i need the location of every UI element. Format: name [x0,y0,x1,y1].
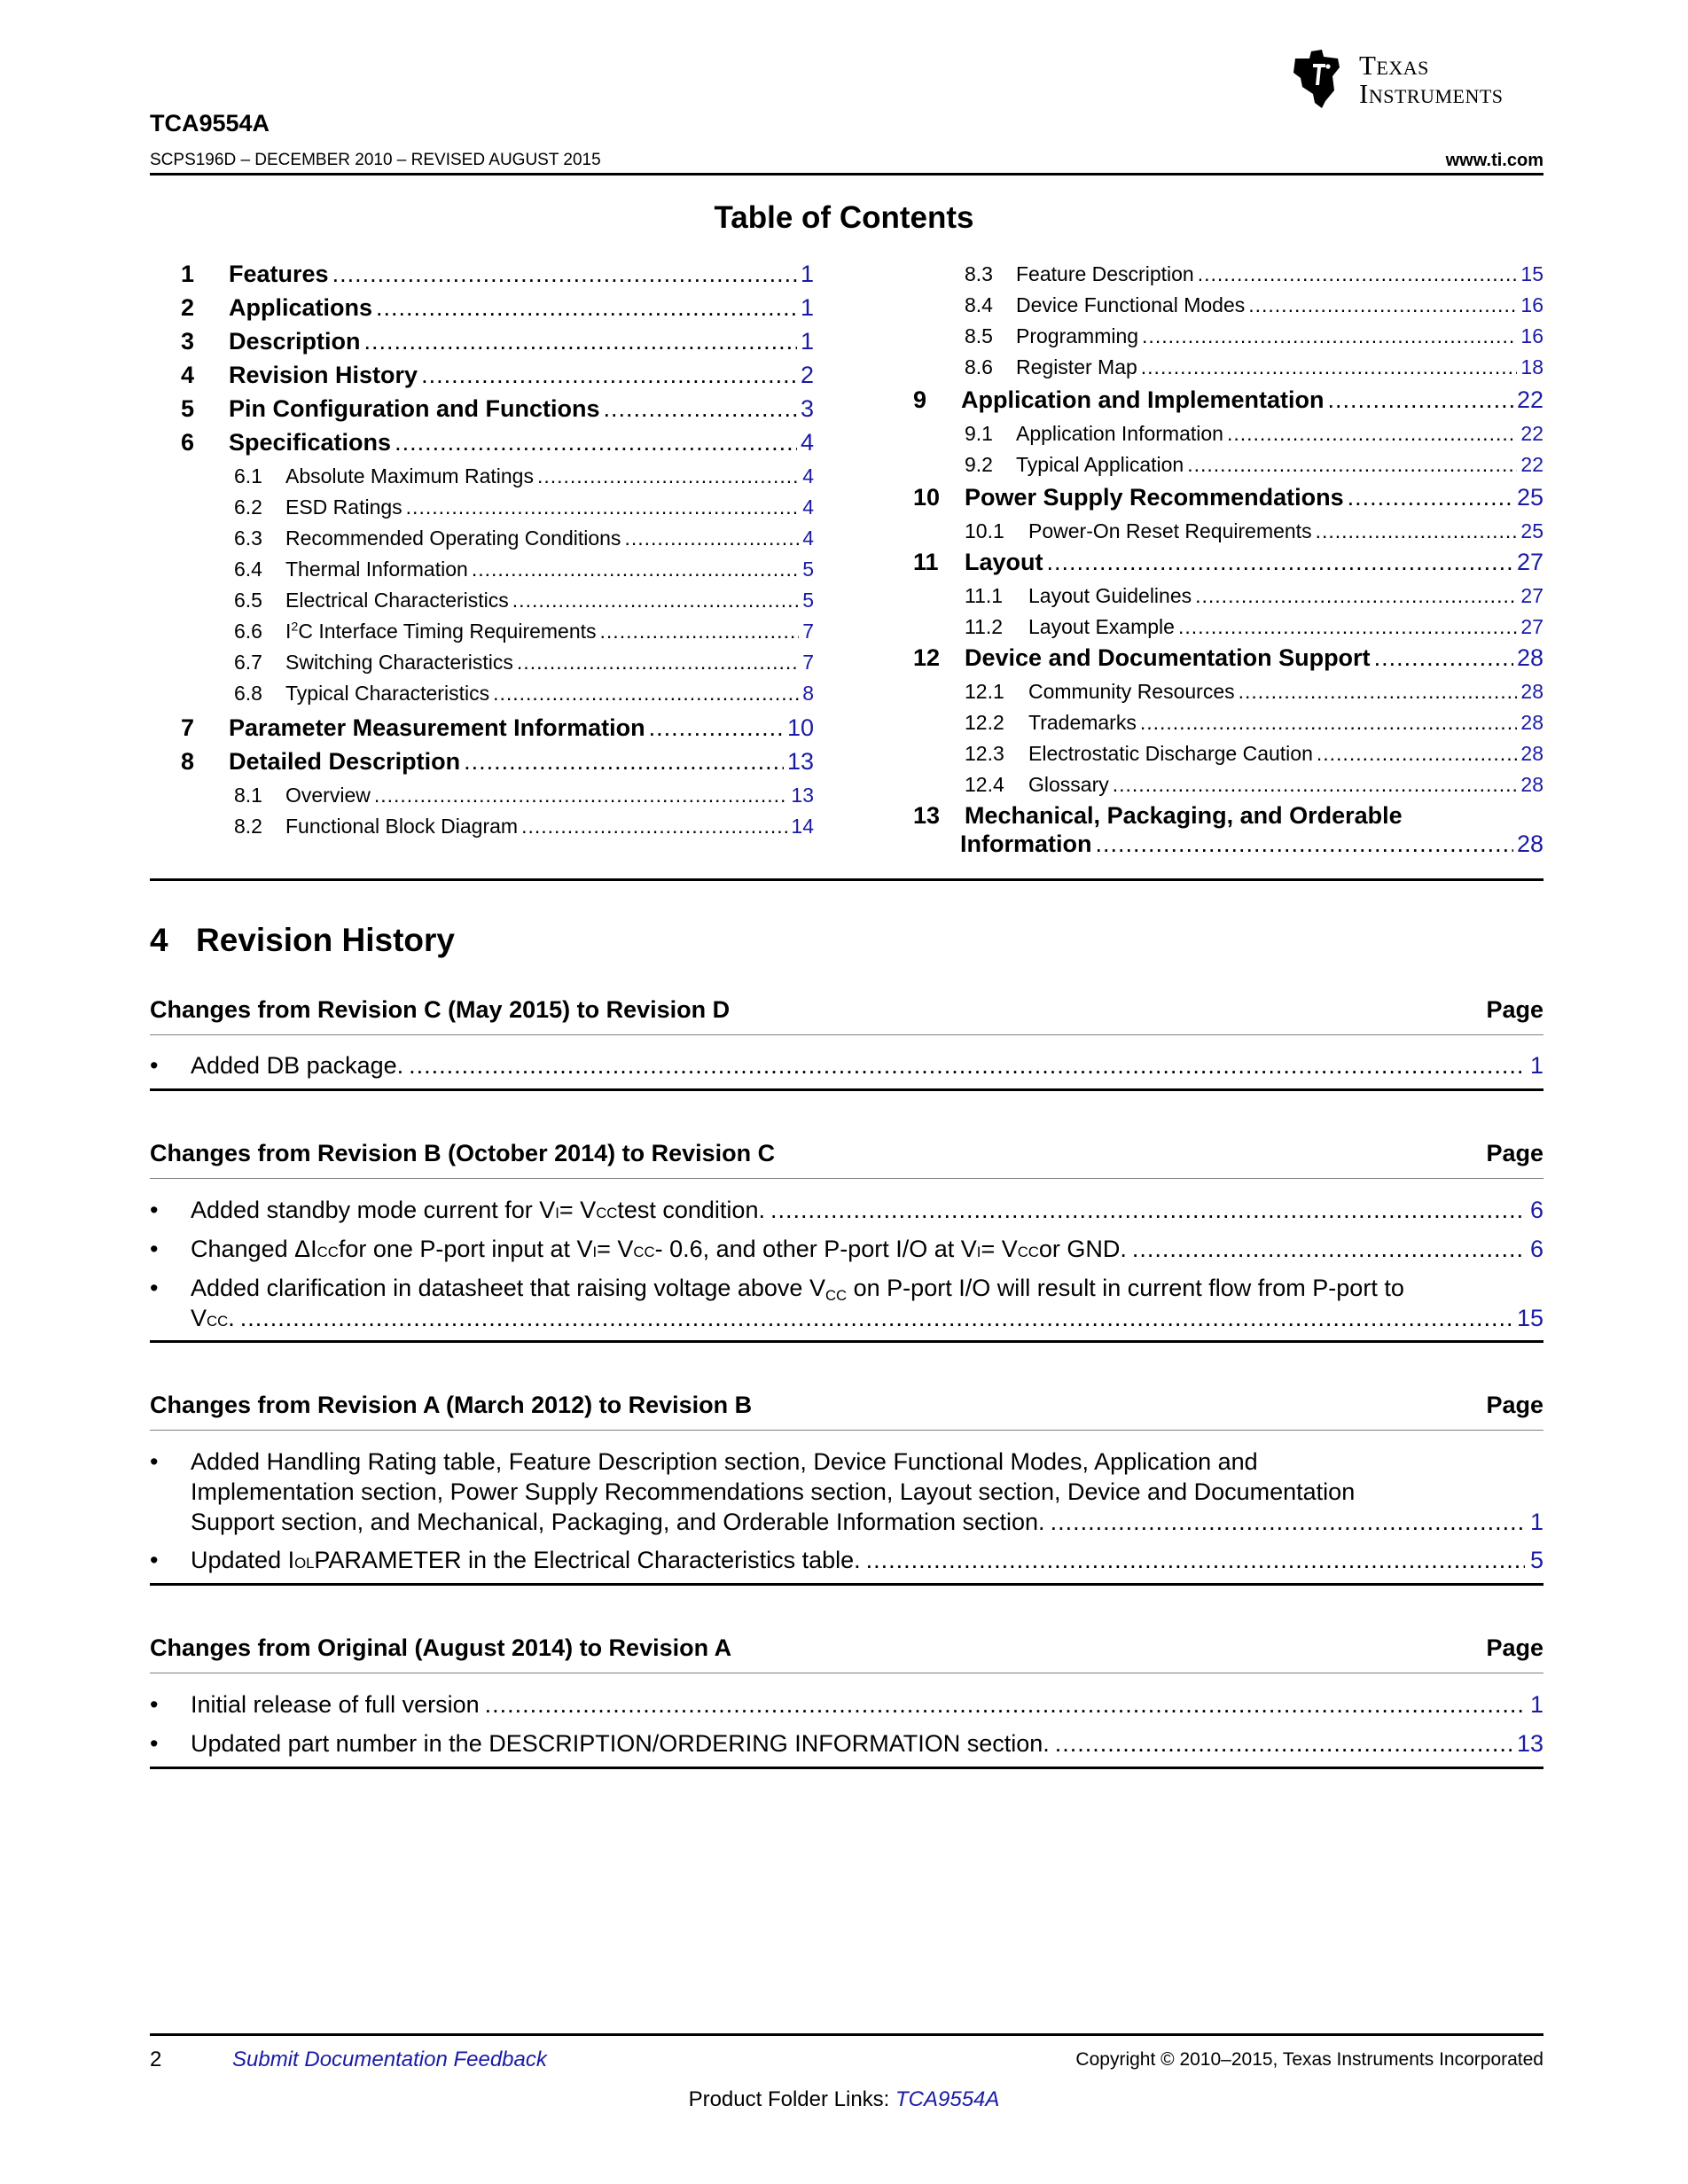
toc-label: Electrostatic Discharge Caution [1028,742,1313,765]
page-link[interactable]: 5 [1529,1547,1543,1573]
toc-subentry[interactable] [234,589,814,612]
logo-line-2: Instruments [1359,78,1504,109]
group-bottom-rule [150,1088,1543,1091]
page-column-label: Page [1486,1140,1543,1166]
toc-subentry[interactable] [965,711,1543,735]
toc-page[interactable]: 28 [1520,711,1543,734]
toc-label: Thermal Information [285,558,468,581]
toc-number: 11.2 [965,615,1004,638]
page-link[interactable]: 15 [1516,1305,1543,1331]
toc-subentry[interactable] [965,262,1543,286]
document-revision-line: SCPS196D – DECEMBER 2010 – REVISED AUGUST 2015 [150,151,601,169]
toc-label: Register Map [1016,355,1137,378]
toc-subentry[interactable] [965,453,1543,477]
toc-subentry[interactable] [234,464,814,488]
toc-entry[interactable] [913,802,1543,830]
change-item: • Added standby mode current for V I = V CC test condition. ..... 6 [150,1195,1543,1225]
toc-number: 12.4 [965,773,1004,796]
toc-label: Absolute Maximum Ratings [285,464,534,488]
page-link[interactable]: 6 [1529,1236,1543,1262]
toc-bottom-rule [150,878,1543,881]
toc-number: 6.7 [234,651,262,674]
toc-number: 10 [913,484,941,511]
toc-label: Specifications [229,429,392,456]
section-heading: 4 Revision History [150,922,455,958]
product-folder-link[interactable]: TCA9554A [895,2087,1000,2111]
change-item: • Added DB package. ..... 1 [150,1050,1543,1080]
toc-label: Programming [1016,324,1139,347]
header-rule [150,173,1543,176]
toc-label: $I^2C$ Interface Timing Requirements [285,620,597,643]
toc-entry[interactable] [181,429,814,456]
toc-number: 11 [913,549,939,575]
toc-label: Layout Example [1028,615,1175,638]
toc-page[interactable]: 1 [800,294,814,321]
toc-number: 13 [913,802,941,829]
toc-number: 9 [913,386,927,413]
toc-page[interactable]: 16 [1520,324,1543,347]
toc-entry-continued[interactable] [960,831,1543,858]
website-link[interactable]: www.ti.com [1445,151,1543,170]
change-item: • Updated part number in the DESCRIPTION/ORDERING INFORMATION section. ..... 13 [150,1728,1543,1759]
toc-number: 12.1 [965,680,1004,703]
toc-page[interactable]: 28 [1520,773,1543,796]
page-number: 2 [150,2048,162,2071]
toc-entry[interactable] [181,395,814,423]
logo-line-1: Texas [1359,50,1429,81]
toc-page[interactable]: 2 [800,362,814,388]
toc-page[interactable]: 1 [800,261,814,287]
toc-subentry[interactable] [965,355,1543,379]
toc-page[interactable]: 28 [1520,680,1543,703]
toc-label: Community Resources [1028,680,1235,703]
group-bottom-rule [150,1583,1543,1586]
toc-number: 8.2 [234,815,262,838]
toc-subentry[interactable] [234,620,814,644]
toc-number: 5 [181,395,195,422]
group-divider [150,1430,1543,1431]
toc-number: 12.2 [965,711,1004,734]
toc-label: Power-On Reset Requirements [1028,519,1312,542]
document-title: TCA9554A [150,110,270,136]
toc-page[interactable]: 28 [1520,742,1543,765]
toc-label: Functional Block Diagram [285,815,519,838]
toc-entry[interactable] [181,714,814,742]
toc-page[interactable]: 4 [802,495,814,519]
page-link[interactable]: 1 [1529,1691,1543,1718]
toc-page[interactable]: 5 [802,558,814,581]
toc-page[interactable]: 1 [800,328,814,355]
change-group-title: Changes from Revision A (March 2012) to Revision B [150,1392,753,1418]
toc-subentry[interactable] [234,784,814,807]
toc-label: Electrical Characteristics [285,589,509,612]
ti-logo-icon [1286,46,1348,110]
toc-subentry[interactable] [234,526,814,550]
toc-subentry[interactable] [965,293,1543,317]
toc-page[interactable]: 22 [1520,422,1543,445]
toc-subentry[interactable] [965,519,1543,543]
toc-number: 12 [913,644,941,671]
toc-label: Device Functional Modes [1016,293,1246,316]
toc-number: 6.2 [234,495,262,519]
toc-page[interactable]: 28 [1516,831,1543,857]
toc-label: Device and Documentation Support [965,644,1371,671]
toc-entry[interactable] [181,362,814,389]
toc-page[interactable]: 4 [802,464,814,488]
toc-number: 2 [181,294,195,321]
toc-number: 6.5 [234,589,262,612]
change-group-header [150,996,1543,1024]
toc-label: Description [229,328,361,355]
page-column-label: Page [1486,1392,1543,1418]
toc-page[interactable]: 27 [1520,584,1543,607]
toc-number: 6.1 [234,464,262,488]
toc-number: 6.6 [234,620,262,643]
page-link[interactable]: 6 [1529,1197,1543,1223]
toc-number: 11.1 [965,584,1004,607]
toc-number: 8.6 [965,355,993,378]
group-bottom-rule [150,1340,1543,1343]
toc-label: ESD Ratings [285,495,402,519]
toc-number: 1 [181,261,195,287]
toc-page[interactable]: 7 [802,620,814,643]
toc-page[interactable]: 10 [786,714,814,741]
toc-entry[interactable] [181,294,814,322]
toc-number: 6.8 [234,682,262,705]
toc-subentry[interactable] [234,495,814,519]
change-group-title: Changes from Revision C (May 2015) to Revision D [150,996,731,1023]
toc-number: 9.2 [965,453,993,476]
toc-page[interactable]: 18 [1520,355,1543,378]
toc-label: Layout Guidelines [1028,584,1192,607]
toc-entry[interactable] [913,484,1543,511]
toc-subentry[interactable] [965,615,1543,639]
toc-label: Typical Characteristics [285,682,490,705]
toc-page[interactable]: 25 [1520,519,1543,542]
change-item: • Initial release of full version ..... 1 [150,1689,1543,1720]
toc-label: Application Information [1016,422,1223,445]
toc-label: Parameter Measurement Information [229,714,645,741]
toc-label: Overview [285,784,371,807]
toc-subentry[interactable] [234,815,814,838]
toc-number: 4 [181,362,195,388]
change-group-title: Changes from Revision B (October 2014) to Revision C [150,1140,776,1166]
page-link[interactable]: 1 [1529,1052,1543,1079]
toc-label: Application and Implementation [961,386,1325,413]
toc-number: 6.3 [234,526,262,550]
ti-wordmark [1359,51,1504,108]
toc-number: 12.3 [965,742,1004,765]
toc-label: Applications [229,294,373,321]
toc-page[interactable]: 13 [786,748,814,775]
toc-subentry[interactable] [234,558,814,581]
toc-label: Information [960,831,1092,857]
toc-subentry[interactable] [965,584,1543,608]
toc-label: Recommended Operating Conditions [285,526,621,550]
toc-subentry[interactable] [965,742,1543,766]
toc-label: Layout [965,549,1043,575]
toc-entry[interactable] [913,644,1543,672]
change-item: • Added Handling Rating table, Feature Description section, Device Functional Modes, Application and Implementation section, Power Supply Recommendations section, Layout section, Device and Documentation Support section, and Mechanical, Packaging, and Orderable Information section. ..... 1 [150,1447,1543,1537]
toc-page[interactable]: 5 [802,589,814,612]
toc-page[interactable]: 4 [800,429,814,456]
change-group-header [150,1392,1543,1419]
toc-label: Feature Description [1016,262,1194,285]
group-divider [150,1178,1543,1179]
feedback-link[interactable]: Submit Documentation Feedback [232,2048,547,2071]
page-link[interactable]: 1 [1529,1509,1543,1535]
toc-page[interactable]: 27 [1520,615,1543,638]
toc-page[interactable]: 22 [1516,386,1543,413]
toc-subentry[interactable] [234,682,814,706]
ti-logo [1286,46,1543,115]
toc-subentry[interactable] [965,422,1543,446]
toc-number: 8.3 [965,262,993,285]
toc-page[interactable]: 14 [791,815,814,838]
toc-number: 10.1 [965,519,1004,542]
toc-label: Glossary [1028,773,1109,796]
toc-number: 7 [181,714,195,741]
toc-label: Mechanical, Packaging, and Orderable [965,802,1403,829]
change-item: • Updated I OL PARAMETER in the Electrical Characteristics table. ..... 5 [150,1545,1543,1575]
toc-page[interactable]: 22 [1520,453,1543,476]
change-item: • Added clarification in datasheet that raising voltage above $V_{CC}$ on P-port I/O will result in current flow from P-port to V CC . ..... 15 [150,1273,1543,1333]
copyright: Copyright © 2010–2015, Texas Instruments Incorporated [1075,2049,1543,2070]
footer-rule [150,2033,1543,2036]
toc-label: Detailed Description [229,748,461,775]
toc-entry[interactable] [913,386,1543,414]
product-folder-label: Product Folder Links: [688,2087,896,2111]
toc-label: Switching Characteristics [285,651,513,674]
toc-page[interactable]: 28 [1516,644,1543,671]
toc-label: Features [229,261,329,287]
toc-entry[interactable] [181,328,814,355]
toc-number: 8.5 [965,324,993,347]
toc-entry[interactable] [181,748,814,776]
toc-number: 8.4 [965,293,993,316]
change-group-header [150,1140,1543,1167]
toc-subentry[interactable] [965,773,1543,797]
toc-heading: Table of Contents [714,200,974,235]
toc-page[interactable]: 8 [802,682,814,705]
product-folder-links [0,2087,1688,2112]
change-group-title: Changes from Original (August 2014) to Revision A [150,1634,732,1661]
toc-number: 9.1 [965,422,993,445]
toc-subentry[interactable] [965,324,1543,348]
toc-page[interactable]: 4 [802,526,814,550]
change-group-header [150,1634,1543,1662]
toc-entry[interactable] [913,549,1543,576]
toc-label: Trademarks [1028,711,1137,734]
toc-page[interactable]: 15 [1520,262,1543,285]
toc-page[interactable]: 7 [802,651,814,674]
toc-page[interactable]: 13 [791,784,814,807]
toc-page[interactable]: 25 [1516,484,1543,511]
toc-label: Pin Configuration and Functions [229,395,600,422]
toc-subentry[interactable] [965,680,1543,704]
toc-number: 6.4 [234,558,262,581]
page-column-label: Page [1486,996,1543,1023]
toc-page[interactable]: 16 [1520,293,1543,316]
page-link[interactable]: 13 [1516,1730,1543,1757]
toc-label: Revision History [229,362,418,388]
group-bottom-rule [150,1767,1543,1769]
toc-number: 6 [181,429,195,456]
toc-entry[interactable] [181,261,814,288]
group-divider [150,1034,1543,1035]
page-column-label: Page [1486,1634,1543,1661]
toc-label: Typical Application [1016,453,1184,476]
toc-subentry[interactable] [234,651,814,675]
toc-page[interactable]: 27 [1516,549,1543,575]
toc-number: 3 [181,328,195,355]
toc-number: 8.1 [234,784,262,807]
toc-page[interactable]: 3 [800,395,814,422]
toc-label: Power Supply Recommendations [965,484,1344,511]
toc-number: 8 [181,748,195,775]
change-item: • Changed ΔI CC for one P-port input at V I = V CC - 0.6, and other P-port I/O at V I = V CC or GND. ..... 6 [150,1234,1543,1264]
